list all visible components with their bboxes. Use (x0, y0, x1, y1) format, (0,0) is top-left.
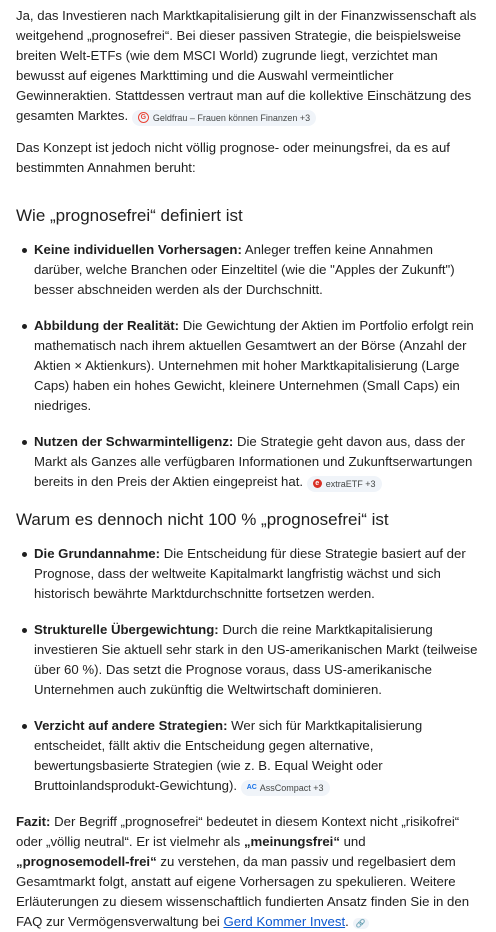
list-item (34, 432, 480, 492)
fazit-text: und (339, 834, 366, 849)
item-bold-label: Die Grundannahme: (34, 546, 161, 561)
list-item (34, 620, 480, 700)
item-bold-label: Nutzen der Schwarmintelligenz: (34, 434, 234, 449)
intro2-paragraph: Das Konzept ist jedoch nicht völlig prognose- oder meinungsfrei, da es auf bestimmten Annahmen beruht: (16, 140, 450, 175)
gerd-kommer-link[interactable]: Gerd Kommer Invest (223, 914, 346, 929)
intro-paragraph (16, 6, 480, 126)
link-icon[interactable]: 🔗 (353, 918, 369, 929)
fazit-bold: „meinungsfrei“ (243, 834, 340, 849)
item-text: Wer sich für Marktkapitalisierung entscheidet, fällt aktiv die Entscheidung gegen alternative, bewertungsbasierte Strategien (wie z. B. Equal Weight oder Bruttoinlandsprodukt-Gewichtung). (34, 718, 423, 793)
source-chip-geldfrau[interactable] (132, 110, 316, 126)
source-chip-asscompact[interactable] (241, 780, 330, 796)
fazit-bold: „prognosemodell-frei“ (16, 854, 157, 869)
fazit-label: Fazit: (16, 814, 51, 829)
source-chip-label: extraETF +3 (325, 478, 376, 489)
source-chip-label: Geldfrau – Frauen können Finanzen +3 (152, 112, 311, 123)
source-chip-extraetf[interactable] (307, 476, 382, 492)
item-bold-label: Verzicht auf andere Strategien: (34, 718, 228, 733)
source-chip-label: AssCompact +3 (259, 782, 324, 793)
list-item (34, 240, 480, 300)
fazit-text: Der Begriff „prognosefrei“ bedeutet in diesem Kontext nicht „risikofrei“ oder „völlig neutral“. Er ist vielmehr als (16, 814, 460, 849)
list-item (34, 716, 480, 796)
section1-list (16, 240, 480, 492)
item-bold-label: Abbildung der Realität: (34, 318, 180, 333)
section2-heading: Warum es dennoch nicht 100 % „prognosefrei“ ist (16, 510, 389, 529)
list-item (34, 544, 480, 604)
fazit-text: zu verstehen, da man passiv und regelbasiert dem Gesamtmarkt folgt, anstatt auf eigene Vorhersagen zu spekulieren. Weitere Erläuterungen zu diesem wissenschaftlich fundierten Ansatz finden Sie in den FAQ zur Vermögensverwaltung bei (16, 854, 470, 929)
item-text: Durch die reine Marktkapitalisierung investieren Sie aktuell sehr stark in den US-amerikanischen Markt (teilweise über 60 %). Das setzt die Prognose voraus, dass US-amerikanische Unternehmen auch zukünftig die Weltwirtschaft dominieren. (34, 622, 478, 697)
section1-heading: Wie „prognosefrei“ definiert ist (16, 206, 243, 225)
item-bold-label: Keine individuellen Vorhersagen: (34, 242, 242, 257)
google-icon: G (138, 112, 149, 123)
item-text: Anleger treffen keine Annahmen darüber, welche Branchen oder Einzeltitel (wie die "Apples der Zukunft") besser abschneiden werden als der Durchschnitt. (34, 242, 455, 297)
intro-text: Ja, das Investieren nach Marktkapitalisierung gilt in der Finanzwissenschaft als weitgehend „prognosefrei“. Bei dieser passiven Strategie, die beispielsweise breiten Welt-ETFs (wie dem MSCI World) zugrunde liegt, verzichtet man bewusst auf eigenes Markttiming und die Auswahl vermeintlicher Gewinneraktien. Stattdessen vertraut man auf die kollektive Einschätzung des gesamten Marktes. (16, 8, 477, 123)
extraetf-icon: e (313, 479, 322, 488)
fazit-paragraph (16, 812, 480, 932)
list-item (34, 316, 480, 416)
section2-list (16, 544, 480, 796)
item-text: Die Entscheidung für diese Strategie basiert auf der Prognose, dass der weltweite Kapitalmarkt langfristig wächst und sich historisch bewährte Marktdurchschnitte fortsetzen werden. (34, 546, 466, 601)
fazit-text: . (345, 914, 349, 929)
item-bold-label: Strukturelle Übergewichtung: (34, 622, 219, 637)
item-text: Die Gewichtung der Aktien im Portfolio erfolgt rein mathematisch nach ihrem aktuellen Gesamtwert an der Börse (Anzahl der Aktien × Aktienkurs). Unternehmen mit hoher Marktkapitalisierung (Large Caps) haben ein hohes Gewicht, kleinere Unternehmen (Small Caps) ein niedriges. (34, 318, 474, 413)
item-text: Die Strategie geht davon aus, dass der Markt als Ganzes alle verfügbaren Informationen und Zukunftserwartungen bereits in den Preis der Aktien eingepreist hat. (34, 434, 473, 489)
asscompact-icon: AC (246, 784, 257, 791)
